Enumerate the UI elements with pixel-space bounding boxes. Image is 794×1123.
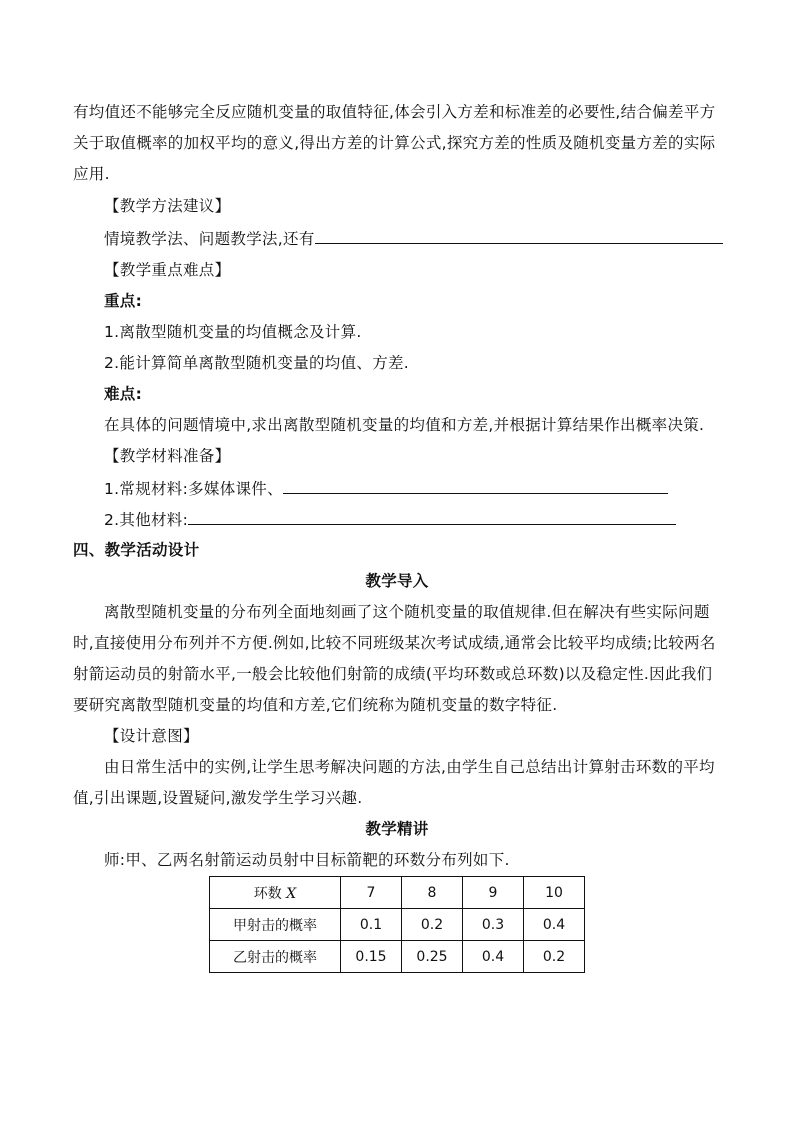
keypoints-heading: 【教学重点难点】 — [104, 261, 231, 279]
table-row — [210, 909, 585, 941]
difficulty-label: 难点: — [104, 385, 143, 403]
table-cell: 0.4 — [463, 941, 524, 973]
section-4-title: 四、教学活动设计 — [73, 541, 200, 559]
intro-line-1: 有均值还不能够完全反应随机变量的取值特征,体会引入方差和标准差的必要性,结合偏差平方 — [73, 103, 716, 121]
lecture-section-title: 教学精讲 — [365, 820, 429, 838]
lecture-paragraph-line-1: 师:甲、乙两名射箭运动员射中目标箭靶的环数分布列如下. — [104, 851, 510, 869]
table-row-label: 甲射击的概率 — [210, 909, 341, 941]
table-header-row — [210, 877, 585, 909]
intro-paragraph-line-2: 时,直接使用分布列并不方便.例如,比较不同班级某次考试成绩,通常会比较平均成绩;比较两名 — [73, 634, 716, 652]
table-cell: 0.15 — [341, 941, 402, 973]
materials-blank-2[interactable] — [188, 509, 676, 525]
intro-line-2: 关于取值概率的加权平均的意义,得出方差的计算公式,探究方差的性质及随机变量方差的实际 — [73, 134, 716, 152]
materials-line-2 — [104, 509, 764, 530]
materials-blank-1[interactable] — [283, 478, 668, 494]
table-header-cell: 8 — [402, 877, 463, 909]
table-cell: 0.2 — [524, 941, 585, 973]
methods-blank[interactable] — [315, 228, 723, 244]
key-label: 重点: — [104, 292, 143, 310]
distribution-table — [209, 876, 585, 973]
table-row-label: 乙射击的概率 — [210, 941, 341, 973]
intro-section-title: 教学导入 — [365, 572, 429, 590]
materials-line-1 — [104, 478, 764, 499]
design-heading: 【设计意图】 — [104, 727, 199, 745]
key-item-1: 1.离散型随机变量的均值概念及计算. — [104, 323, 362, 341]
methods-heading: 【教学方法建议】 — [104, 197, 231, 215]
table-cell: 0.4 — [524, 909, 585, 941]
table-header-label — [210, 877, 341, 909]
difficulty-item-1: 在具体的问题情境中,求出离散型随机变量的均值和方差,并根据计算结果作出概率决策. — [104, 416, 705, 434]
table-cell: 0.2 — [402, 909, 463, 941]
intro-paragraph-line-3: 射箭运动员的射箭水平,一般会比较他们射箭的成绩(平均环数或总环数)以及稳定性.因此我们 — [73, 665, 713, 683]
methods-text: 情境教学法、问题教学法,还有 — [104, 230, 315, 248]
table-header-variable: X — [286, 885, 297, 902]
design-paragraph-line-1: 由日常生活中的实例,让学生思考解决问题的方法,由学生自己总结出计算射击环数的平均 — [104, 758, 715, 776]
table-cell: 0.3 — [463, 909, 524, 941]
table-header-text: 环数 — [253, 885, 282, 902]
materials-heading: 【教学材料准备】 — [104, 447, 231, 465]
methods-line — [104, 228, 764, 249]
key-item-2: 2.能计算简单离散型随机变量的均值、方差. — [104, 354, 410, 372]
table-header-cell: 7 — [341, 877, 402, 909]
intro-line-3: 应用. — [73, 165, 110, 183]
table-cell: 0.1 — [341, 909, 402, 941]
materials-item-2: 2.其他材料: — [104, 511, 189, 529]
intro-paragraph-line-1: 离散型随机变量的分布列全面地刻画了这个随机变量的取值规律.但在解决有些实际问题 — [104, 603, 710, 621]
table-header-cell: 9 — [463, 877, 524, 909]
materials-item-1: 1.常规材料:多媒体课件、 — [104, 480, 283, 498]
intro-paragraph-line-4: 要研究离散型随机变量的均值和方差,它们统称为随机变量的数字特征. — [73, 696, 558, 714]
table-header-cell: 10 — [524, 877, 585, 909]
table-cell: 0.25 — [402, 941, 463, 973]
design-paragraph-line-2: 值,引出课题,设置疑问,激发学生学习兴趣. — [73, 789, 363, 807]
table-row — [210, 941, 585, 973]
